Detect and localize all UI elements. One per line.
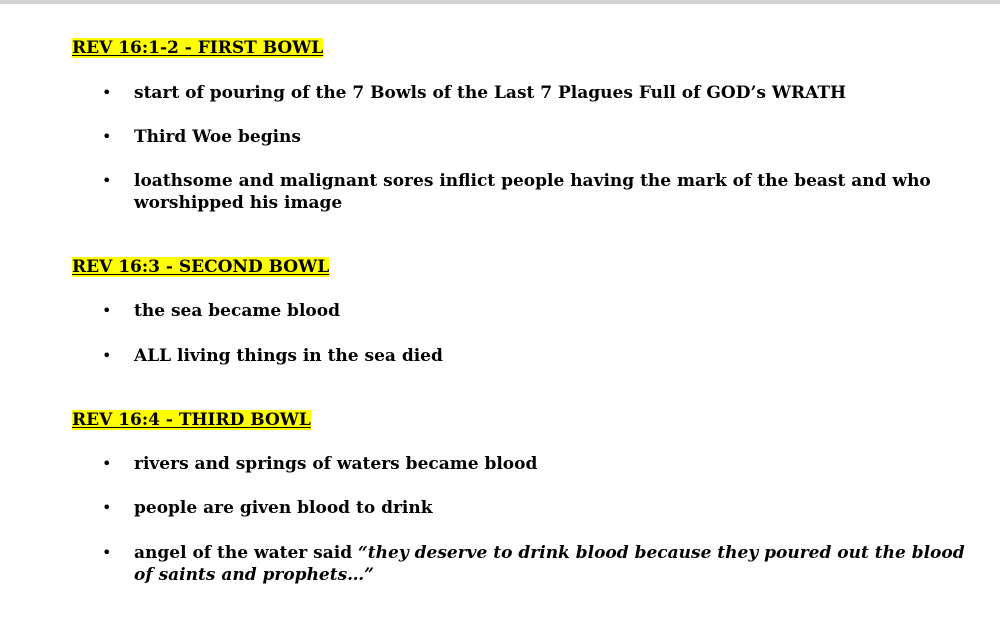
bullet-icon: • [102,171,112,190]
list-item-text: the sea became blood [134,301,340,321]
bullet-icon: • [102,301,112,320]
heading-highlight: REV 16:1-2 - FIRST BOWL [72,38,324,58]
heading-highlight: REV 16:3 - SECOND BOWL [72,257,330,277]
bullet-icon: • [102,83,112,102]
list-item-text: loathsome and malignant sores inflict people having the mark of the beast and who worshipped his image [134,171,931,213]
scripture-quote: “they deserve to drink blood because they poured out the blood of saints and prophets…” [134,543,965,585]
bullet-icon: • [102,346,112,365]
heading-highlight: REV 16:4 - THIRD BOWL [72,410,311,430]
list-item-text: start of pouring of the 7 Bowls of the Last 7 Plagues Full of GOD’s WRATH [134,83,847,103]
list-item-text: rivers and springs of waters became blood [134,454,538,474]
bullet-icon: • [102,498,112,517]
list-item-text [134,542,974,586]
list-item-text: ALL living things in the sea died [134,346,443,366]
list-item-text: people are given blood to drink [134,498,433,518]
section-heading-first-bowl [72,37,323,59]
bullet-icon: • [102,543,112,562]
bullet-icon: • [102,127,112,146]
bullet-icon: • [102,454,112,473]
section-heading-third-bowl [72,409,311,431]
quote-prefix: angel of the water said [134,543,359,563]
list-item-text: Third Woe begins [134,127,301,147]
section-heading-second-bowl [72,256,329,278]
